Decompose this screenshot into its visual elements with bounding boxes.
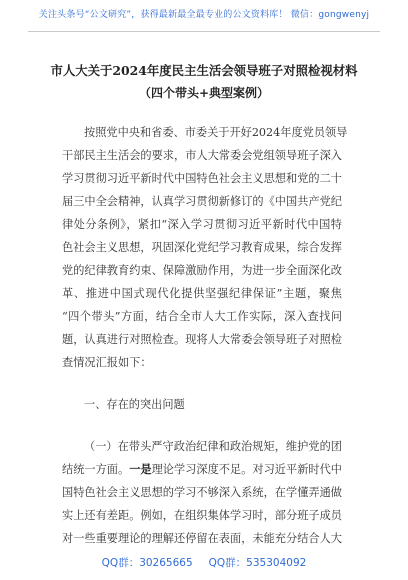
- footer-contact: [0, 555, 408, 570]
- paragraph-line: 学习贯彻习近平新时代中国特色社会主义思想和党的二十: [62, 172, 342, 185]
- paragraph-line: [62, 461, 342, 477]
- paragraph-line: 查情况汇报如下：: [62, 356, 152, 369]
- qq-group-2: QQ群：535304092: [208, 557, 307, 569]
- promo-banner: 关注头条号“公文研究”，获得最新最全最专业的公文资料库！ 微信：gongwenyj: [38, 10, 370, 20]
- qq-group-1: QQ群：30265665: [101, 557, 193, 569]
- document-title: 市人大关于2024年度民主生活会领导班子对照检视材料: [50, 63, 358, 78]
- paragraph-line: 革、推进中国式现代化提供坚强纪律保证”主题，聚焦: [62, 287, 342, 300]
- sub-heading: （一）在带头严守政治纪律和政治规矩，维护党的团: [84, 440, 342, 453]
- paragraph-line: 国特色社会主义思想的学习不够深入系统，在学懂弄通做: [62, 486, 342, 499]
- banner-divider: [28, 31, 380, 32]
- paragraph-line: 干部民主生活会的要求，市人大常委会党组领导班子深入: [62, 149, 342, 162]
- lead-text: 理论学习深度不足。对习近平新时代中: [151, 463, 342, 476]
- paragraph-line: 实上还有差距。例如，在组织集体学习时，部分班子成员: [62, 509, 342, 522]
- paragraph-line: 色社会主义思想，巩固深化党纪学习教育成果，综合发挥: [62, 241, 342, 254]
- paragraph-line: 对一些重要理论的理解还停留在表面，未能充分结合人大: [62, 532, 342, 545]
- paragraph-line: 届三中全会精神，认真学习贯彻新修订的《中国共产党纪: [62, 195, 342, 208]
- bold-lead: 一是: [129, 462, 152, 476]
- paragraph-line: 律处分条例》，紧扣“深入学习贯彻习近平新时代中国特: [62, 218, 342, 231]
- paragraph-line: 党的纪律教育约束、保障激励作用，为进一步全面深化改: [62, 264, 342, 277]
- sub-heading-continuation: 结统一方面。: [62, 463, 130, 476]
- section-heading: 一、存在的突出问题: [84, 398, 185, 411]
- paragraph-line: 按照党中央和省委、市委关于开好2024年度党员领导: [84, 126, 348, 139]
- paragraph-line: “四个带头”方面，结合全市人大工作实际，深入查找问: [62, 310, 342, 323]
- document-subtitle: （四个带头+典型案例）: [138, 86, 270, 100]
- paragraph-line: 题，认真进行对照检查。现将人大常委会领导班子对照检: [62, 333, 342, 346]
